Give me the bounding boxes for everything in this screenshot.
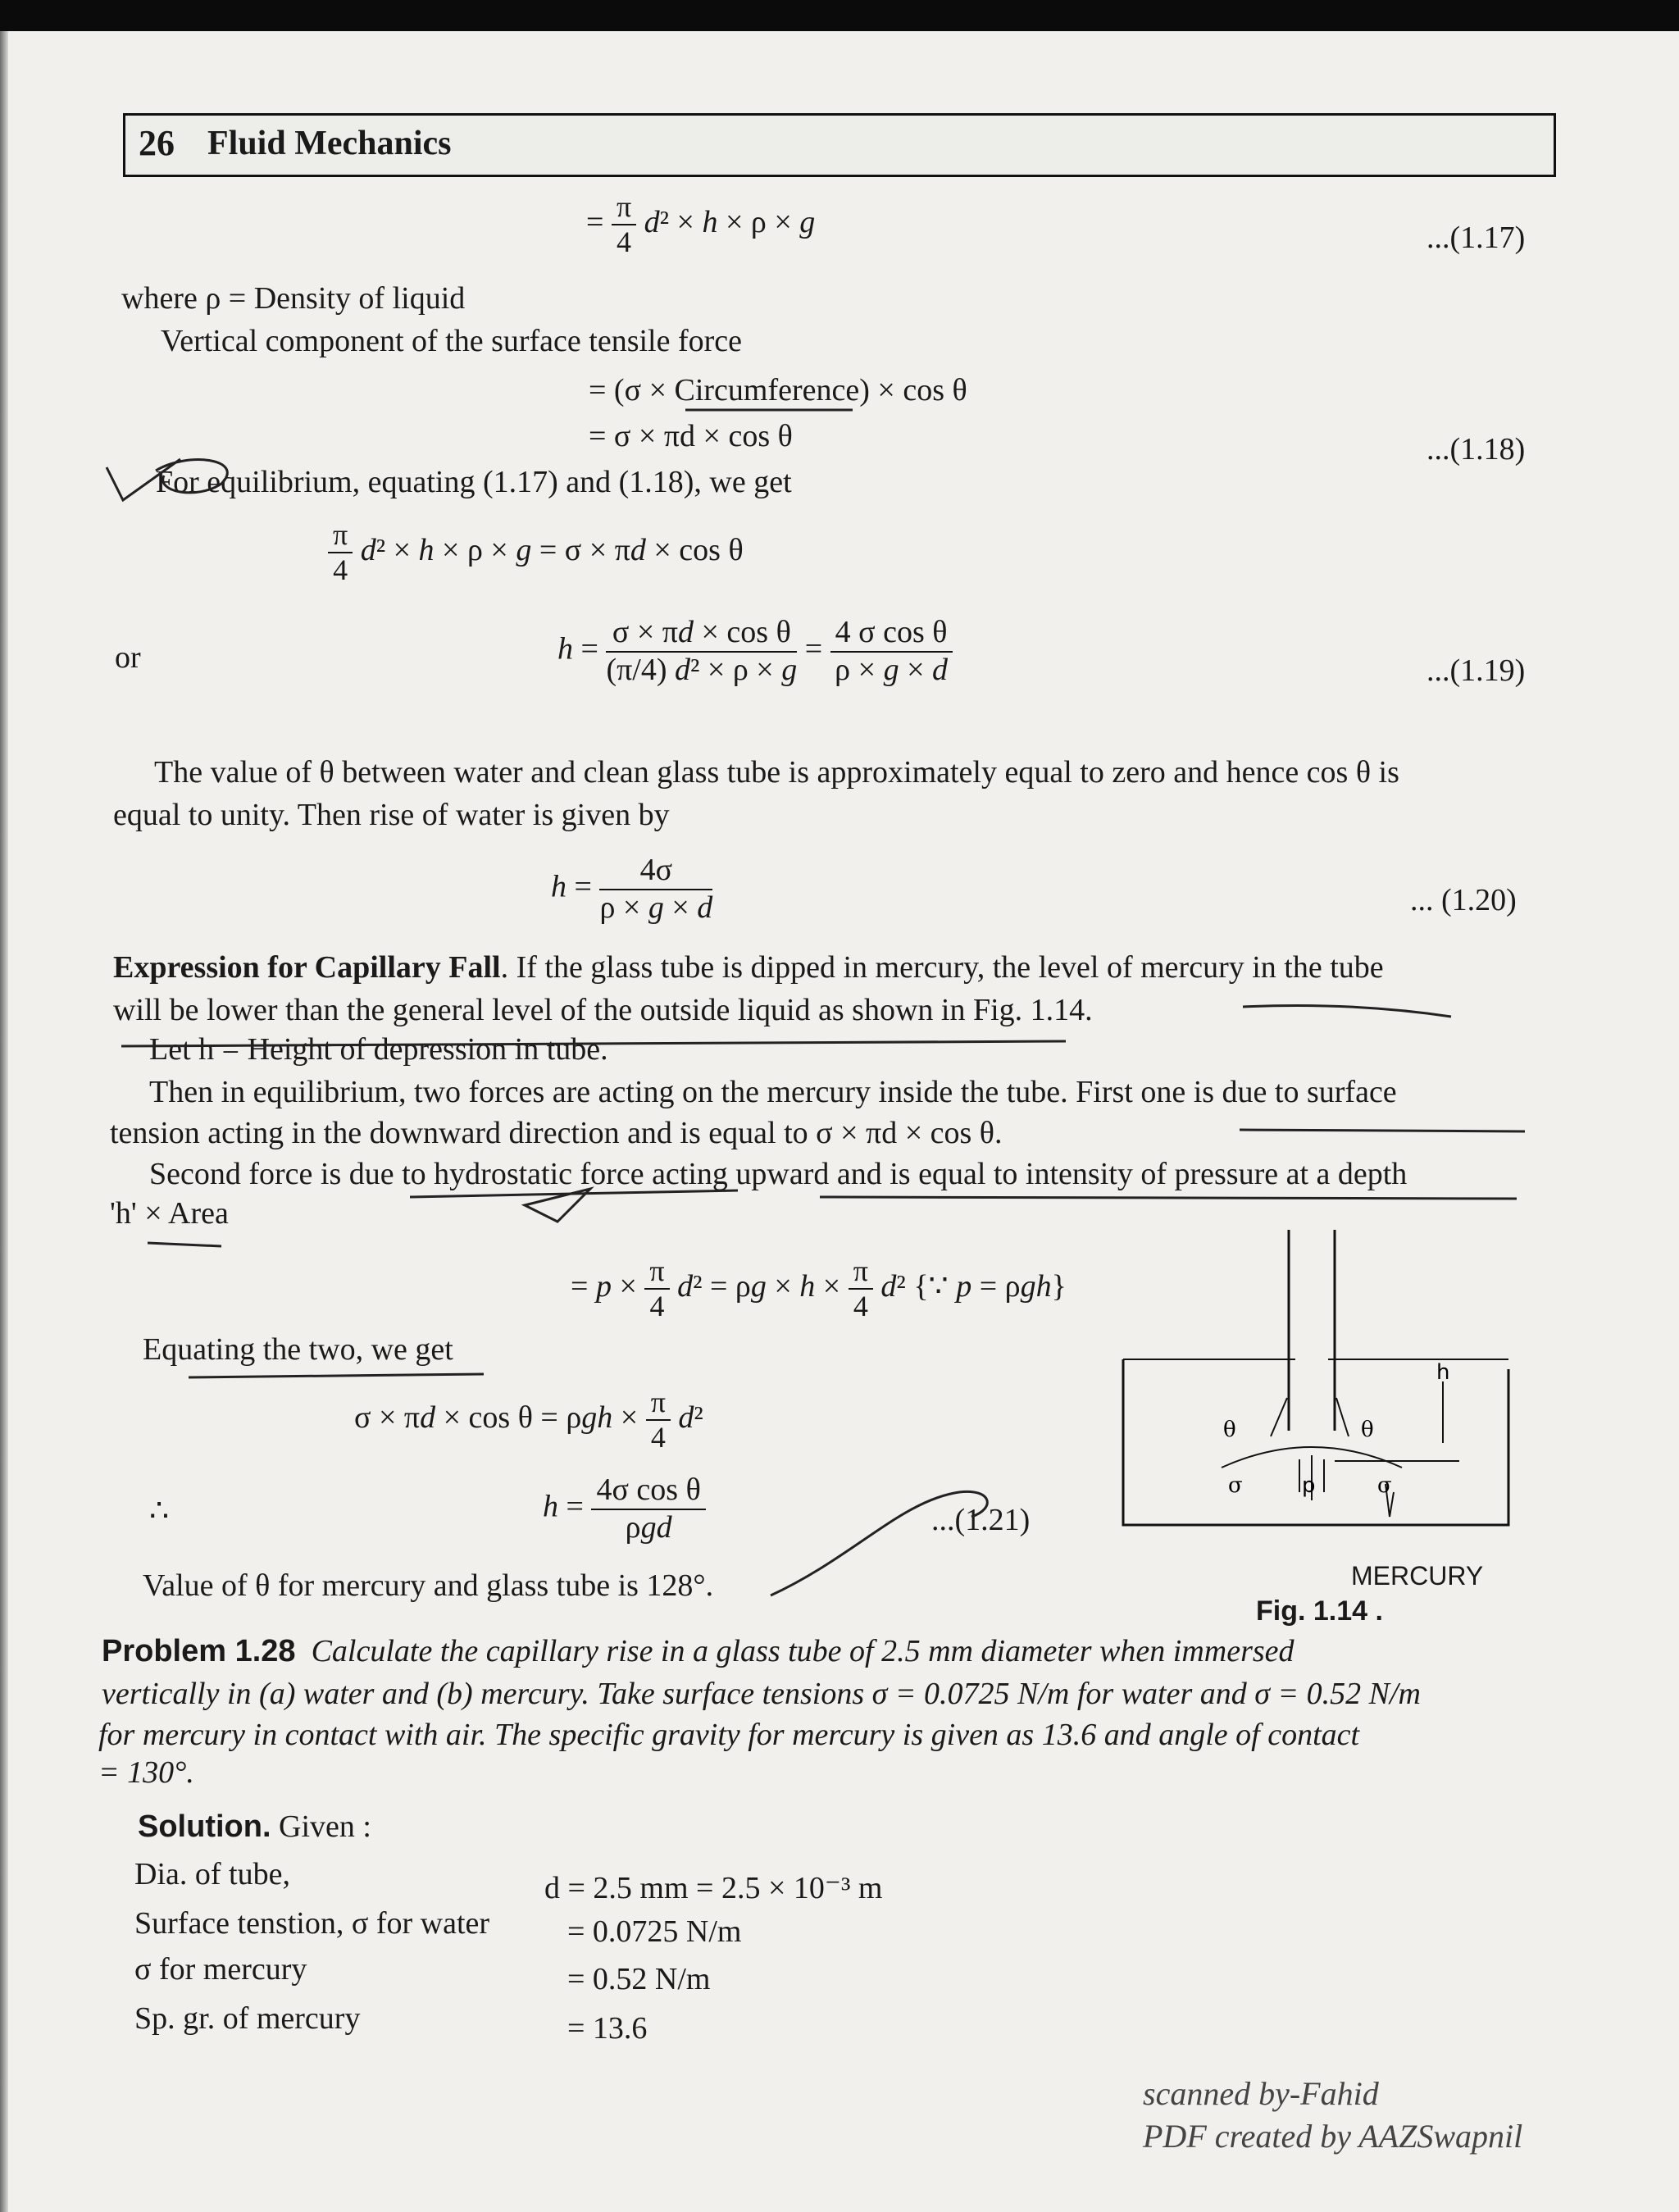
text-line: Then in equilibrium, two forces are acting on the mercury inside the tube. First one is due to surface (149, 1075, 1397, 1109)
given-label: Dia. of tube, (134, 1857, 290, 1891)
text-line: Vertical component of the surface tensile force (161, 324, 743, 358)
problem-statement-line: = 130°. (98, 1755, 194, 1790)
text-line: Let h = Height of depression in tube. (149, 1032, 608, 1067)
equation-number: ...(1.19) (1426, 653, 1526, 688)
problem-statement-line: for mercury in contact with air. The specific gravity for mercury is given as 13.6 and angle of contact (98, 1718, 1360, 1752)
equation-number: ...(1.21) (931, 1503, 1031, 1537)
equation-line: = σ × πd × cos θ (589, 419, 793, 453)
text-line: For equilibrium, equating (1.17) and (1.18), we get (156, 465, 792, 499)
therefore-symbol: ∴ (149, 1494, 170, 1528)
figure-label-theta: θ (1223, 1418, 1236, 1442)
figure-label-sigma: σ (1228, 1473, 1243, 1498)
equation-line: = (σ × Circumference) × cos θ (589, 373, 967, 407)
equation-pressure: = p × $\frac{\pi}{4}$ d² = ρg × h × $\frac{\pi}{4}$ d² {∵ p = ρgh} (571, 1254, 1067, 1323)
text-line: where ρ = Density of liquid (121, 281, 466, 316)
text-line: tension acting in the downward direction and is equal to σ × πd × cos θ. (110, 1116, 1003, 1150)
paragraph-fall: Expression for Capillary Fall. If the glass tube is dipped in mercury, the level of mercury in the tube (113, 950, 1384, 985)
figure-label-theta: θ (1361, 1418, 1374, 1442)
text-line: equal to unity. Then rise of water is given by (113, 798, 670, 832)
problem-heading: Problem 1.28 (102, 1634, 296, 1668)
equation-number: ...(1.18) (1426, 432, 1526, 467)
text-line: will be lower than the general level of the outside liquid as shown in Fig. 1.14. (113, 993, 1093, 1027)
given-value: = 13.6 (567, 2011, 648, 2046)
equation-equate: $\frac{\pi}{4}$ d² × h × ρ × g = σ × πd × cos θ (328, 518, 744, 588)
book-title: Fluid Mechanics (207, 125, 452, 162)
figure-caption: Fig. 1.14 . (1256, 1595, 1383, 1627)
text-line: Second force is due to hydrostatic force acting upward and is equal to intensity of pressure at a depth (149, 1157, 1408, 1191)
figure-label-mercury: MERCURY (1351, 1561, 1484, 1591)
text-line: or (115, 640, 141, 675)
solution-heading: Solution. (138, 1809, 271, 1844)
text-line: The value of θ between water and clean glass tube is approximately equal to zero and hence cos θ is (154, 755, 1399, 790)
equation-1-19: h = $\frac{\text{σ × πd × cos θ}}{\text{(π/4) d² × ρ × g}}$ = $\frac{\text{4 σ cos θ}}{\rho \times g \times d}$ (557, 615, 953, 688)
text-line: Equating the two, we get (143, 1332, 453, 1367)
text-line: Value of θ for mercury and glass tube is 128°. (143, 1568, 714, 1603)
equation-equate-two: σ × πd × cos θ = ρgh × $\frac{\pi}{4}$ d² (354, 1386, 703, 1454)
page-number: 26 (139, 123, 175, 163)
equation-1-21: h = $\frac{\text{4σ cos θ}}{\text{ρgd}}$ (543, 1472, 706, 1545)
solution-line: Solution. Given : (138, 1809, 371, 1844)
equation-1-20: h = $\frac{4\sigma}{\rho \times g \times d}$ (551, 853, 713, 925)
scan-credit: scanned by-Fahid (1143, 2075, 1379, 2112)
figure-label-h: h (1436, 1360, 1450, 1385)
problem-statement-line: vertically in (a) water and (b) mercury. Take surface tensions σ = 0.0725 N/m for water and σ = 0.52 N/m (102, 1677, 1421, 1711)
given-label: Surface tenstion, σ for water (134, 1906, 490, 1941)
figure-label-sigma: σ (1377, 1473, 1392, 1498)
given-value: d = 2.5 mm = 2.5 × 10⁻³ m (544, 1871, 883, 1905)
figure-label-p: p (1302, 1473, 1316, 1498)
section-heading: Expression for Capillary Fall (113, 950, 501, 985)
given-value: = 0.0725 N/m (567, 1914, 742, 1949)
given-label: σ for mercury (134, 1952, 307, 1987)
problem-statement-line: Problem 1.28 Calculate the capillary rise in a glass tube of 2.5 mm diameter when immersed (102, 1634, 1295, 1668)
given-value: = 0.52 N/m (567, 1962, 711, 1996)
equation-number: ...(1.17) (1426, 221, 1526, 255)
text-line: 'h' × Area (110, 1196, 229, 1231)
given-label: Sp. gr. of mercury (134, 2001, 361, 2036)
pdf-credit: PDF created by AAZSwapnil (1143, 2118, 1523, 2155)
equation-1-17: = $\frac{\pi}{4}$ d² × h × ρ × g (586, 190, 816, 259)
equation-number: ... (1.20) (1410, 883, 1517, 917)
